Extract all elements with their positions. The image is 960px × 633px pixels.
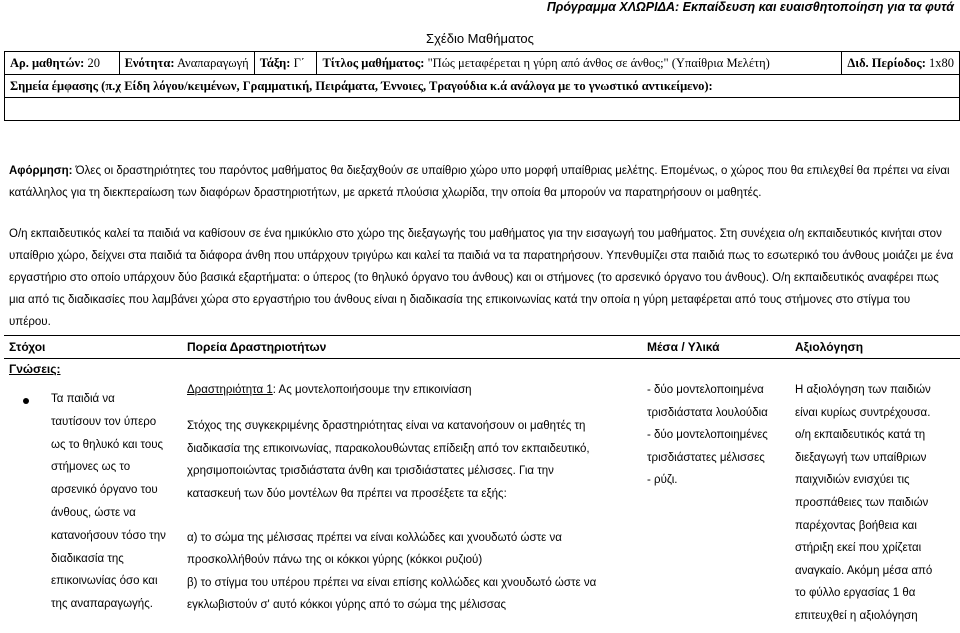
- objective-line: ταυτίσουν τον ύπερο: [51, 415, 157, 428]
- activities-header-row: [4, 336, 960, 359]
- header-activities: Πορεία Δραστηριοτήτων: [182, 336, 642, 359]
- trigger-text: Όλες οι δραστηριότητες του παρόντος μαθήματος θα διεξαχθούν σε υπαίθριο χώρο υπο μορφή υπαίθριας μελέτης. Επομένως, ο χώρος που θα επιλεχθεί θα πρέπει να είναι κατάλληλος για τη διεκπεραίωση των διαφόρων δραστηριοτήτων, με αρκετά πλούσια χλωρίδα, την οποία θα μπορούν να παρατηρήσουν οι μαθητές.: [9, 165, 950, 199]
- introduction-paragraph: Ο/η εκπαιδευτικός καλεί τα παιδιά να καθίσουν σε ένα ημικύκλιο στο χώρο της διεξαγωγής του μαθήματος για την εισαγωγή του μαθήματος. Στη συνέχεια ο/η εκπαιδευτικός κινήται στον υπαίθριο χώρο, δείχνει στα παιδιά τα διάφορα άνθη που υπάρχουν τριγύρω και καλεί τα παιδιά να τα παρατηρήσουν. Υπενθυμίζει στα παιδιά πως το εσωτερικό του άνθους μοιάζει με ένα εργαστήριο στο οποίο υπάρχουν δύο βασικά εξαρτήματα: ο ύπερος (το θηλυκό όργανο του άνθους) και οι στήμονες (το αρσενικό όργανο του άνθους). Ο/η εκπαιδευτικός αναφέρει πως μια από τις διαδικασίες που λαμβάνει χώρα στο εργαστήριο του άνθους είναι η διαδικασία της επικοινωνίας κατά την οποία η γύρη μεταφέρεται από τους στήμονες στο στίγμα του υπέρου.: [9, 228, 954, 328]
- material-line: - ρύζι.: [647, 474, 678, 487]
- objective-line: της αναπαραγωγής.: [51, 598, 153, 611]
- activity-line: κατασκευή των δύο μοντέλων θα πρέπει να προσέξετε τα εξής:: [187, 487, 507, 500]
- objective-line: διαδικασία της: [51, 552, 124, 565]
- activities-body-row: [4, 359, 960, 628]
- class-cell: [254, 52, 317, 75]
- evaluation-line: προσπάθειες των παιδιών: [795, 496, 929, 509]
- unit-cell: [119, 52, 254, 75]
- emphasis-content-row: [5, 98, 960, 121]
- evaluation-line: επιτευχθεί η αξιολόγηση: [795, 609, 918, 622]
- activity-heading: [187, 379, 637, 401]
- evaluation-line: ο/η εκπαιδευτικός κατά τη: [795, 429, 926, 442]
- objective-line: επικοινωνίας όσο και: [51, 575, 158, 588]
- knowledge-label: Γνώσεις:: [9, 362, 61, 376]
- objective-line: άνθους, ώστε να: [51, 506, 136, 519]
- evaluation-line: το φύλλο εργασίας 1 θα: [795, 587, 916, 600]
- students-value: 20: [87, 55, 100, 70]
- emphasis-label: Σημεία έμφασης (π.χ Είδη λόγου/κειμένων, Γραμματική, Πειράματα, Έννοιες, Τραγούδια κ.ά ανάλογα με το γνωστικό αντικείμενο):: [10, 78, 713, 93]
- duration-value: 1x80: [929, 55, 954, 70]
- emphasis-row: [5, 75, 960, 98]
- activity-line: β) το στίγμα του υπέρου πρέπει να είναι επίσης κολλώδες και χνουδωτό ώστε να: [187, 576, 597, 589]
- lesson-info-table: [4, 51, 960, 121]
- material-line: - δύο μοντελοποιημένα: [647, 384, 764, 396]
- objective-line: στήμονες ως το: [51, 461, 131, 474]
- activity-title: Δραστηριότητα 1: [187, 384, 273, 396]
- title-cell: [317, 52, 842, 75]
- material-line: - δύο μοντελοποιημένες: [647, 429, 768, 442]
- activity-line: α) το σώμα της μέλισσας πρέπει να είναι κολλώδες και χνουδωτό ώστε να: [187, 532, 562, 545]
- header-materials: Μέσα / Υλικά: [642, 336, 790, 359]
- objective-item: [31, 388, 171, 616]
- bullet-icon: [23, 398, 29, 404]
- activity-line: Στόχος της συγκεκριμένης δραστηριότητας είναι να κατανοήσουν οι μαθητές τη: [187, 420, 586, 433]
- material-line: τρισδιάστατα λουλούδια: [647, 406, 768, 419]
- students-cell: [5, 52, 120, 75]
- evaluation-line: παρέχοντας βοήθεια και: [795, 519, 917, 532]
- class-label: Τάξη:: [259, 55, 291, 70]
- emphasis-cell: [5, 75, 960, 98]
- evaluation-line: Η αξιολόγηση των παιδιών: [795, 384, 931, 396]
- lesson-title-label: Τίτλος μαθήματος:: [322, 55, 425, 70]
- evaluation-line: είναι κυρίως συντρέχουσα.: [795, 406, 931, 419]
- duration-label: Διδ. Περίοδος:: [847, 55, 926, 70]
- evaluation-line: παιχνιδιών ενισχύει τις: [795, 474, 910, 487]
- class-value: Γ΄: [293, 55, 305, 70]
- program-title: Πρόγραμμα ΧΛΩΡΙΔΑ: Εκπαίδευση και ευαισθητοποίηση για τα φυτά: [546, 0, 954, 14]
- objective-line: Τα παιδιά να: [51, 393, 115, 405]
- evaluation-line: αναγκαίο. Ακόμη μέσα από: [795, 564, 933, 577]
- activity-title-rest: : Ας μοντελοποιήσουμε την επικοινίαση: [272, 384, 472, 396]
- unit-label: Ενότητα:: [124, 55, 175, 70]
- objectives-cell: [4, 359, 182, 628]
- activities-table: [4, 335, 960, 628]
- trigger-paragraph: [9, 160, 954, 204]
- header-evaluation: Αξιολόγηση: [790, 336, 960, 359]
- plan-title: Σχέδιο Μαθήματος: [426, 31, 534, 46]
- objective-line: ως το θηλυκό και τους: [51, 438, 164, 451]
- activities-cell: [182, 359, 642, 628]
- lesson-info-row: [5, 52, 960, 75]
- activity-line: διαδικασία της επικοινωνίας, παρακολουθώντας επίδειξη από τον εκπαιδευτικό,: [187, 442, 590, 455]
- objective-line: κατανοήσουν τόσο την: [51, 529, 166, 542]
- evaluation-cell: [790, 359, 960, 628]
- duration-cell: [842, 52, 960, 75]
- material-line: τρισδιάστατες μέλισσες: [647, 451, 765, 464]
- header-objectives: Στόχοι: [4, 336, 182, 359]
- objective-line: αρσενικό όργανο του: [51, 484, 158, 497]
- trigger-label: Αφόρμηση:: [9, 165, 73, 177]
- activity-line: προσκολλήθούν πάνω της οι κόκκοι γύρης (κόκκοι ρυζιού): [187, 554, 483, 567]
- students-label: Αρ. μαθητών:: [10, 55, 85, 70]
- materials-cell: [642, 359, 790, 628]
- objectives-list: [9, 388, 177, 616]
- activity-line: χρησιμοποιώντας τρισδιάστατα άνθη και τρισδιάστατες μέλισσες. Για την: [187, 465, 554, 478]
- lesson-title-value: "Πώς μεταφέρεται η γύρη από άνθος σε άνθος;" (Υπαίθρια Μελέτη): [427, 55, 770, 70]
- activity-line: εγκλωβιστούν σ' αυτό κόκκοι γύρης από το σώμα της μέλισσας: [187, 599, 507, 612]
- evaluation-line: στήριξη εκεί που χρίζεται: [795, 542, 922, 555]
- unit-value: Αναπαραγωγή: [176, 55, 249, 70]
- emphasis-content-box: [5, 98, 960, 121]
- evaluation-line: διεξαγωγή των υπαίθριων: [795, 451, 927, 464]
